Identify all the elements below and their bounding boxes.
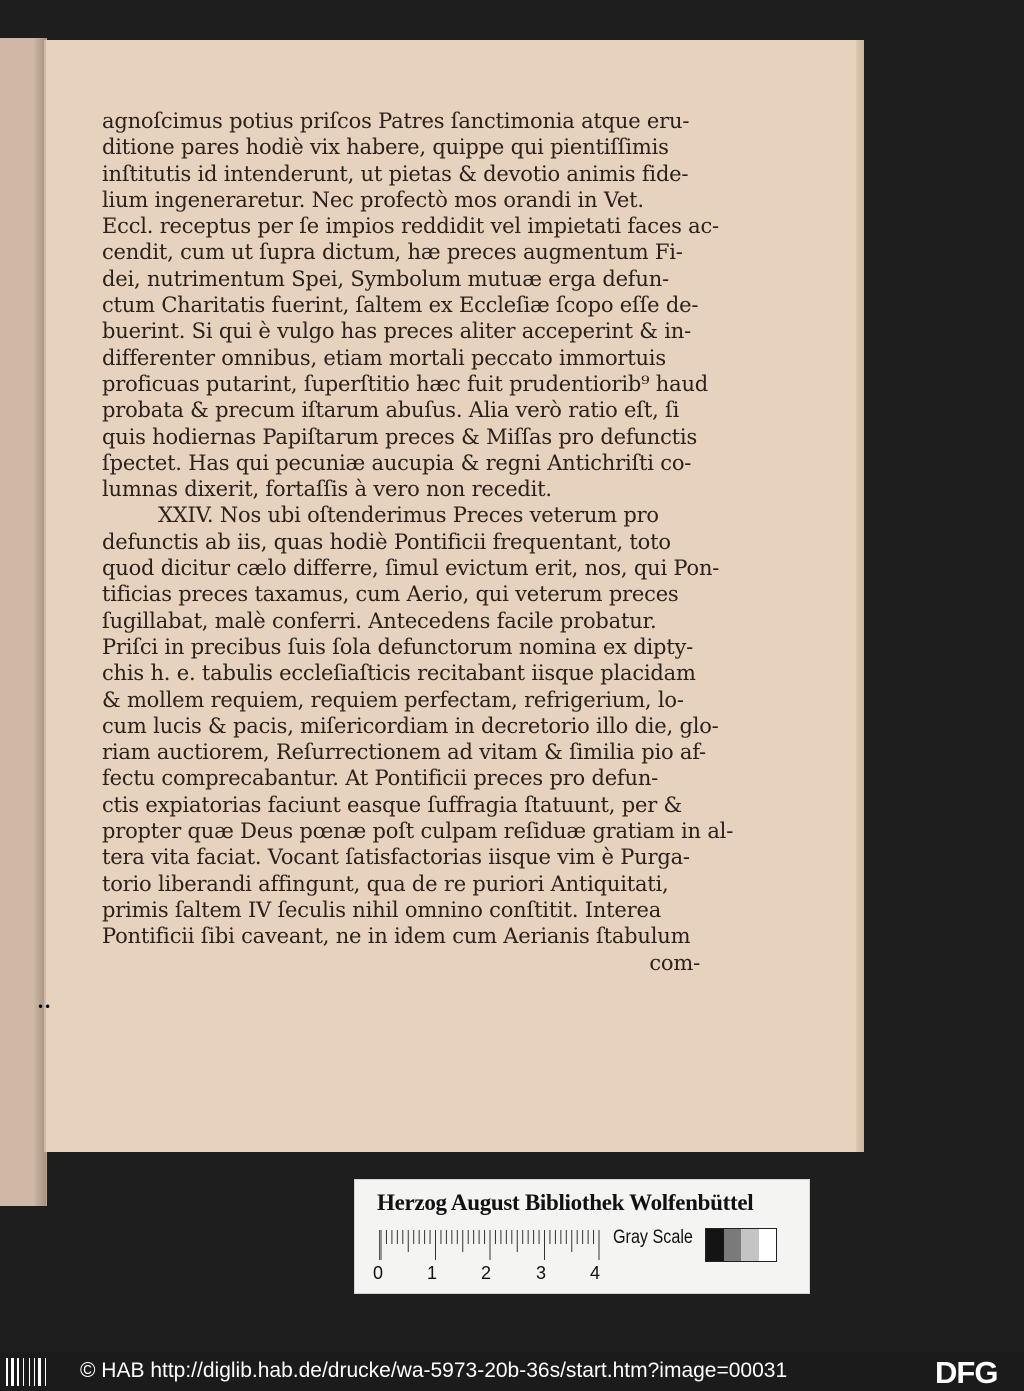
text-line: torio liberandi affingunt, qua de re puriori Antiquitati, bbox=[102, 871, 669, 896]
text-line: ctis expiatorias faciunt easque ſuffragia ſtatuunt, per & bbox=[102, 792, 683, 817]
page-text bbox=[102, 108, 734, 976]
text-line: lumnas dixerit, fortaſſis à vero non recedit. bbox=[102, 477, 552, 502]
gray-swatch bbox=[724, 1229, 742, 1261]
library-name: Herzog August Bibliothek Wolfenbüttel bbox=[377, 1190, 754, 1215]
barcode-icon bbox=[6, 1358, 48, 1386]
ruler-scale bbox=[379, 1230, 600, 1260]
library-color-label bbox=[354, 1179, 810, 1294]
text-line: dei, nutrimentum Spei, Symbolum mutuæ erga defun- bbox=[102, 266, 669, 291]
ruler-number: 1 bbox=[427, 1263, 438, 1283]
text-line: defunctis ab iis, quas hodiè Pontificii frequentant, toto bbox=[102, 529, 671, 554]
text-line: buerint. Si qui è vulgo has preces aliter acceperint & in- bbox=[102, 319, 691, 344]
copyright-url[interactable]: © HAB http://diglib.hab.de/drucke/wa-5973-20b-36s/start.htm?image=00031 bbox=[80, 1359, 788, 1382]
barcode-stripe bbox=[11, 1358, 14, 1386]
text-line: riam auctiorem, Reſurrectionem ad vitam & ſimilia pio af- bbox=[102, 740, 706, 765]
text-line: chis h. e. tabulis eccleſiaſticis recitabant iisque placidam bbox=[102, 661, 696, 686]
barcode-stripe bbox=[34, 1358, 35, 1386]
text-line: probata & precum iſtarum abuſus. Alia verò ratio eſt, ſi bbox=[102, 398, 680, 423]
text-line: ſpectet. Has qui pecuniæ aucupia & regni Antichriſti co- bbox=[102, 450, 692, 475]
ruler-ticks-icon bbox=[380, 1230, 602, 1260]
gray-swatch bbox=[741, 1229, 759, 1261]
text-line: ditione pares hodiè vix habere, quippe qui pientiſſimis bbox=[102, 135, 669, 160]
text-line: propter quæ Deus pœnæ poſt culpam reſiduæ gratiam in al- bbox=[102, 819, 734, 844]
gray-scale-swatches bbox=[705, 1228, 777, 1262]
barcode-stripe bbox=[29, 1358, 30, 1386]
catchword: com- bbox=[649, 950, 700, 975]
text-line: inſtitutis id intenderunt, ut pietas & devotio animis fide- bbox=[102, 161, 689, 186]
book-page bbox=[44, 40, 864, 1152]
text-line: fectu comprecabantur. At Pontificii preces pro defun- bbox=[102, 766, 659, 791]
barcode-stripe bbox=[45, 1358, 46, 1386]
text-line: quis hodiernas Papiſtarum preces & Miſſas pro defunctis bbox=[102, 424, 698, 449]
gray-swatch bbox=[706, 1229, 724, 1261]
text-line: cendit, cum ut ſupra dictum, hæ preces augmentum Fi- bbox=[102, 240, 683, 265]
section-heading-line: XXIV. Nos ubi oſtenderimus Preces veterum pro bbox=[158, 503, 659, 528]
gray-scale-label: Gray Scale bbox=[613, 1227, 693, 1248]
barcode-stripe bbox=[6, 1358, 8, 1386]
text-line: lium ingeneraretur. Nec profectò mos orandi in Vet. bbox=[102, 187, 644, 212]
text-line: cum lucis & pacis, miſericordiam in decretorio illo die, glo- bbox=[102, 713, 719, 738]
barcode-stripe bbox=[38, 1358, 41, 1386]
text-line: Pontificii ſibi caveant, ne in idem cum Aerianis ſtabulum bbox=[102, 924, 691, 949]
text-line: ſugillabat, malè conferri. Antecedens facile probatur. bbox=[102, 608, 657, 633]
text-line: proficuas putarint, ſuperſtitio hæc fuit prudentiorib⁹ haud bbox=[102, 371, 709, 396]
text-line: primis ſaltem IV ſeculis nihil omnino conſtitit. Interea bbox=[102, 897, 662, 922]
ruler-number: 3 bbox=[536, 1263, 547, 1283]
text-line: agnoſcimus potius priſcos Patres ſanctimonia atque eru- bbox=[102, 109, 690, 133]
text-line: tificias preces taxamus, cum Aerio, qui veterum preces bbox=[102, 582, 679, 607]
ruler-number: 0 bbox=[373, 1263, 384, 1283]
text-line: Eccl. receptus per ſe impios reddidit vel impietati faces ac- bbox=[102, 214, 719, 239]
barcode-stripe bbox=[17, 1358, 19, 1386]
barcode-stripe bbox=[23, 1358, 24, 1386]
previous-page-edge bbox=[0, 38, 47, 1206]
text-line: Priſci in precibus ſuis ſola defunctorum nomina ex dipty- bbox=[102, 634, 694, 659]
footer-bar bbox=[0, 1352, 1024, 1391]
ruler-number: 2 bbox=[481, 1263, 492, 1283]
gray-swatch bbox=[759, 1229, 777, 1261]
text-line: tera vita faciat. Vocant ſatisfactorias iisque vim è Purga- bbox=[102, 845, 690, 870]
text-line: & mollem requiem, requiem perfectam, refrigerium, lo- bbox=[102, 687, 684, 712]
text-line: differenter omnibus, etiam mortali peccato immortuis bbox=[102, 345, 666, 370]
margin-dots-icon: •• bbox=[37, 1000, 52, 1014]
dfg-logo: DFG bbox=[935, 1355, 998, 1390]
text-line: quod dicitur cælo differre, ſimul evictum erit, nos, qui Pon- bbox=[102, 556, 720, 581]
ruler-numbers bbox=[373, 1263, 613, 1285]
text-line: ctum Charitatis fuerint, ſaltem ex Eccleſiæ ſcopo eſſe de- bbox=[102, 293, 699, 318]
ruler-number: 4 bbox=[590, 1263, 601, 1283]
